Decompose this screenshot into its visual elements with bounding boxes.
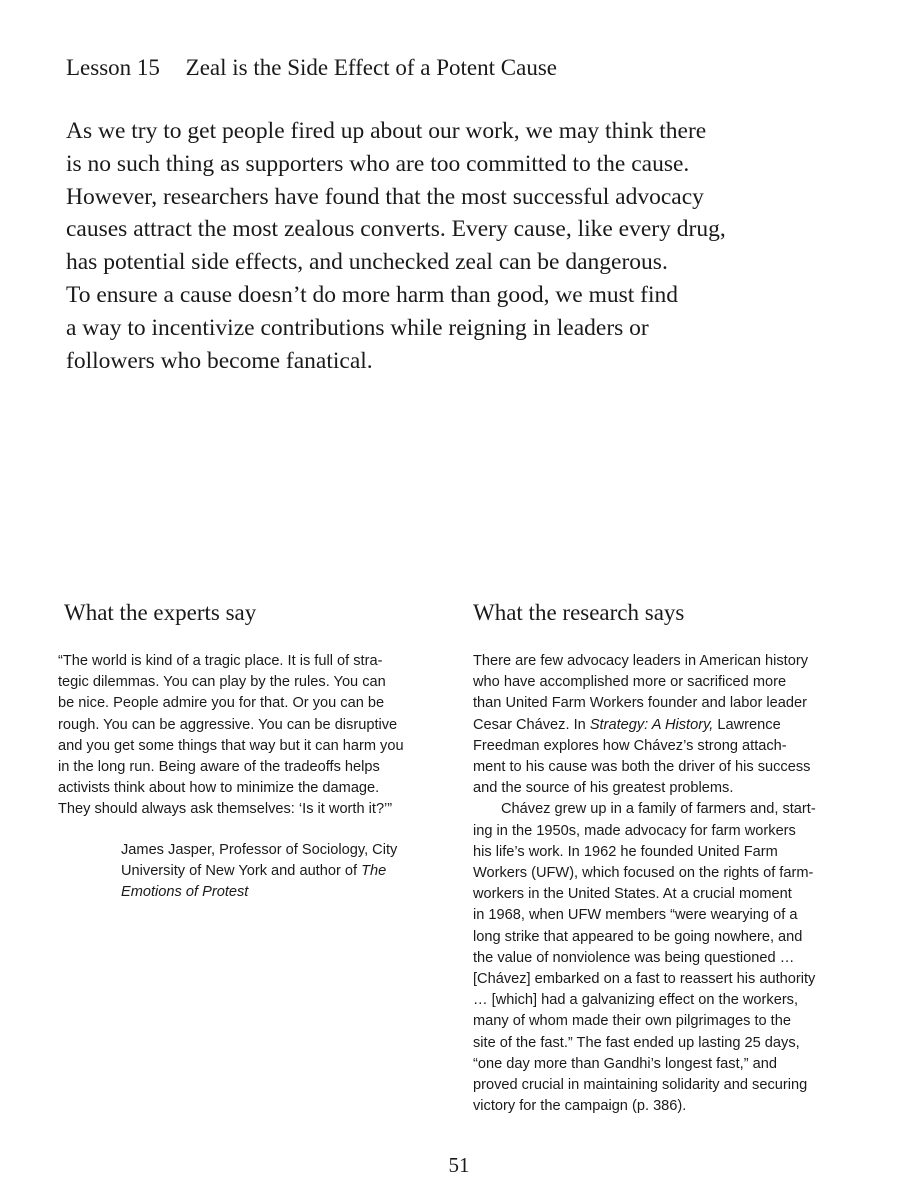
- page-number: 51: [448, 1153, 470, 1177]
- research-paragraph-2: Chávez grew up in a family of farmers and, start- ing in the 1950s, made advocacy for farm workers his life’s work. In 1962 he founded United Farm Workers (UFW), which focused on the rights of farm- workers in the United States. At a crucial moment in 1968, when UFW members “were wearying of a long strike that appeared to be going nowhere, and the value of nonviolence was being questioned … [Chávez] embarked on a fast to reassert his authority … [which] had a galvanizing effect on the workers, many of whom made their own pilgrimages to the site of the fast.” The fast ended up lasting 25 days, “one day more than Gandhi’s longest fast,” and proved crucial in maintaining solidarity and securing victory for the campaign (p. 386).: [473, 801, 816, 1115]
- research-heading: What the research says: [473, 600, 685, 625]
- lesson-header: [66, 53, 866, 83]
- attribution-book-title: The Emotions of Protest: [121, 863, 387, 901]
- lesson-title: Zeal is the Side Effect of a Potent Cause: [185, 55, 557, 80]
- experts-heading: What the experts say: [64, 600, 257, 625]
- research-paragraph-1: [473, 651, 863, 799]
- lesson-number: Lesson 15: [66, 55, 160, 80]
- research-p1-after: Lawrence Freedman explores how Chávez’s strong attach- ment to his cause was both the driver of his success and the source of his greatest problems.: [473, 716, 811, 797]
- attribution-text: James Jasper, Professor of Sociology, City University of New York and author of: [121, 842, 398, 880]
- expert-quote: “The world is kind of a tragic place. It is full of stra- tegic dilemmas. You can play by the rules. You can be nice. People admire you for that. Or you can be rough. You can be aggressive. You can be disruptive and you get some things that way but it can harm you in the long run. Being aware of the tradeoffs helps activists think about how to minimize the damage. They should always ask themselves: ‘Is it worth it?’”: [58, 653, 404, 818]
- expert-attribution: [121, 840, 441, 904]
- intro-paragraph: As we try to get people fired up about our work, we may think there is no such thing as supporters who are too committed to the cause. However, researchers have found that the most successful advocacy causes attract the most zealous converts. Every cause, like every drug, has potential side effects, and unchecked zeal can be dangerous. To ensure a cause doesn’t do more harm than good, we must find a way to incentivize contributions while reigning in leaders or followers who become fanatical.: [66, 118, 726, 374]
- research-body: [473, 651, 863, 1117]
- research-book-title: Strategy: A History,: [589, 716, 714, 733]
- research-p1-before: There are few advocacy leaders in American history who have accomplished more or sacrificed more than United Farm Workers founder and labor leader Cesar Chávez. In: [473, 653, 809, 733]
